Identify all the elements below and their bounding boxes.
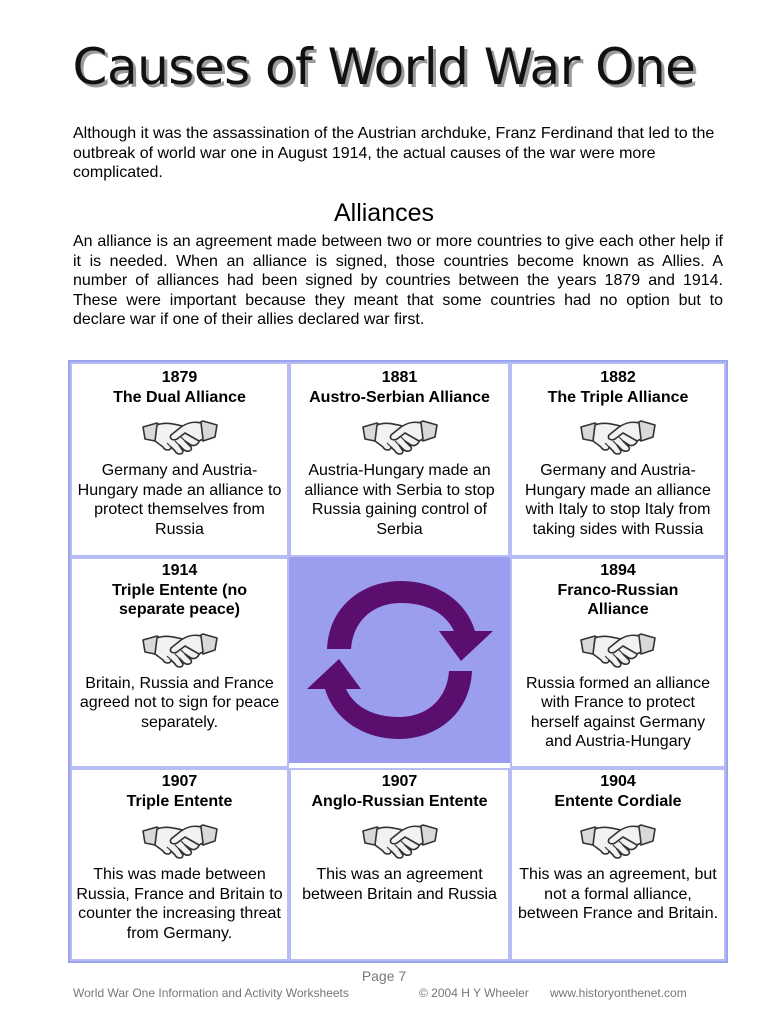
alliance-cell xyxy=(70,557,289,768)
alliance-cell xyxy=(289,768,510,961)
handshake-icon xyxy=(579,413,657,457)
alliance-year: 1907 xyxy=(161,773,198,790)
alliances-paragraph: An alliance is an agreement made between two or more countries to give each other help if it is needed. When an alliance is signed, those countries become known as Allies. A number of alliances had been signed by countries between the years 1879 and 1914. These were important because they meant that some countries had no option but to declare war if one of their allies declared war first. xyxy=(73,233,723,328)
alliance-name: Franco-Russian Alliance xyxy=(557,581,679,618)
alliance-description: This was an agreement between Britain and Russia xyxy=(302,866,497,903)
handshake-icon xyxy=(141,817,219,861)
footer-website: www.historyonthenet.com xyxy=(550,986,687,1000)
alliance-name: Triple Entente xyxy=(126,792,233,810)
alliance-cell xyxy=(70,362,289,557)
alliance-cell xyxy=(70,768,289,961)
section-heading: Alliances xyxy=(333,199,435,227)
page-number: Page 7 xyxy=(361,968,407,984)
alliance-year: 1904 xyxy=(600,773,636,790)
alliance-name: Triple Entente (no separate peace) xyxy=(111,581,248,618)
handshake-icon xyxy=(361,413,439,457)
alliance-description: Germany and Austria-Hungary made an alliance to protect themselves from Russia xyxy=(77,462,282,538)
alliance-description: Germany and Austria-Hungary made an alliance with Italy to stop Italy from taking sides with Russia xyxy=(525,462,711,538)
alliance-description: Austria-Hungary made an alliance with Serbia to stop Russia gaining control of Serbia xyxy=(304,462,495,538)
alliance-year: 1907 xyxy=(381,773,418,790)
alliance-name: Entente Cordiale xyxy=(554,792,682,810)
cycle-arrows-icon xyxy=(289,557,510,763)
alliance-name: Anglo-Russian Entente xyxy=(311,792,488,810)
handshake-icon xyxy=(141,626,219,670)
handshake-icon xyxy=(141,413,219,457)
handshake-icon xyxy=(579,626,657,670)
alliance-cell xyxy=(510,768,726,961)
alliance-grid xyxy=(68,360,728,963)
footer-copyright: © 2004 H Y Wheeler xyxy=(419,986,529,1000)
alliance-description: Russia formed an alliance with France to protect herself against Germany and Austria-Hungary xyxy=(525,674,711,750)
intro-paragraph: Although it was the assassination of the Austrian archduke, Franz Ferdinand that led to the outbreak of world war one in August 1914, the actual causes of the war were more complicated. xyxy=(73,125,715,181)
alliance-description: Britain, Russia and France agreed not to sign for peace separately. xyxy=(79,674,280,731)
alliance-year: 1881 xyxy=(381,369,418,386)
alliance-year: 1879 xyxy=(161,369,198,386)
alliance-name: The Triple Alliance xyxy=(547,388,689,406)
alliance-name: The Dual Alliance xyxy=(113,388,246,406)
alliance-cell xyxy=(510,362,726,557)
alliance-year: 1914 xyxy=(161,562,198,579)
alliance-cell xyxy=(510,557,726,768)
alliance-description: This was an agreement, but not a formal alliance, between France and Britain. xyxy=(517,866,719,922)
alliance-cell xyxy=(289,362,510,557)
footer-title: World War One Information and Activity Worksheets xyxy=(73,986,349,1000)
alliance-year: 1882 xyxy=(600,369,636,386)
cycle-arrows-image xyxy=(289,557,510,763)
handshake-icon xyxy=(579,817,657,861)
alliance-description: This was made between Russia, France and Britain to counter the increasing threat from Germany. xyxy=(76,866,283,942)
alliance-name: Austro-Serbian Alliance xyxy=(309,388,490,406)
handshake-icon xyxy=(361,817,439,861)
page-title: Causes of World War One xyxy=(72,38,696,96)
alliance-year: 1894 xyxy=(600,562,636,579)
